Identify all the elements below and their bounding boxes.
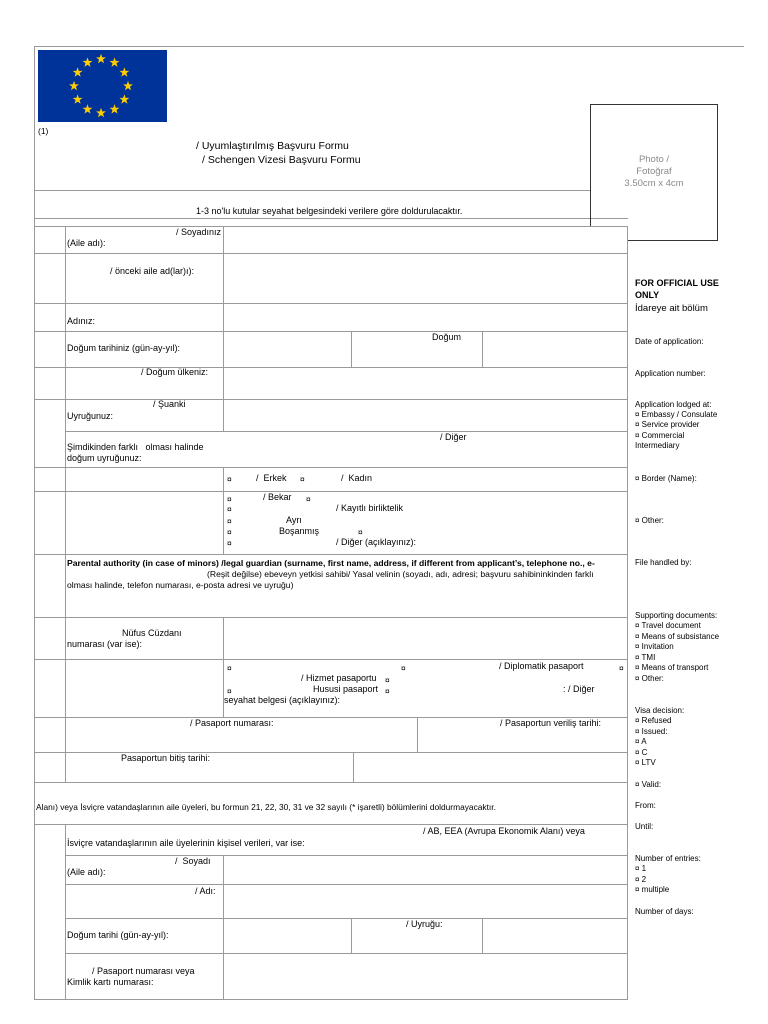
- sex-female-label: / Kadın: [341, 473, 373, 483]
- id-number-label: Nüfus Cüzdanı: [122, 628, 182, 638]
- photo-size: 3.50cm x 4cm: [624, 178, 684, 189]
- marital-separated-checkbox[interactable]: ¤: [227, 516, 232, 526]
- birth-place-label: Doğum: [432, 332, 462, 342]
- parental-authority-label-2: (Reşit değilse) ebeveyn yetkisi sahibi/ Yasal velinin (soyadı, adı, adresi; başvuru sahibininkinden farklı: [207, 569, 594, 579]
- row-number-cell: [34, 253, 66, 304]
- eu-passport-input[interactable]: [223, 953, 628, 1000]
- star-icon: [110, 57, 120, 66]
- row-number-cell: [34, 491, 66, 555]
- passport-expiry-label: Pasaportun bitiş tarihi:: [121, 753, 211, 763]
- eu-flag-logo: [38, 50, 167, 122]
- first-name-label: Adınız:: [67, 316, 96, 326]
- sup-other: ¤ Other:: [635, 674, 664, 683]
- vd-ltv: ¤ LTV: [635, 758, 656, 767]
- eu-note-top: [34, 782, 628, 783]
- eu-note-right: [627, 782, 628, 825]
- official-heading-1: FOR OFFICIAL USE: [635, 278, 719, 288]
- row-number-cell: [34, 617, 66, 660]
- nationality-label-2: Uyruğunuz:: [67, 411, 114, 421]
- marital-separated-label: Ayrı: [286, 515, 302, 525]
- eu-note-text: Alanı) veya İsviçre vatandaşlarının aile üyeleri, bu formun 21, 22, 30, 31 ve 32 sayılı (* işaretli) bölümlerini doldurmayacaktır.: [36, 802, 496, 812]
- nationality-birth-label: Şimdikinden farklı olması halinde: [67, 442, 204, 452]
- birth-date-label: Doğum tarihiniz (gün-ay-yıl):: [67, 343, 181, 353]
- entries-multiple: ¤ multiple: [635, 885, 670, 894]
- lodged-commercial: ¤ Commercial: [635, 431, 685, 440]
- first-name-input[interactable]: [223, 303, 628, 332]
- file-handled-by: File handled by:: [635, 558, 692, 567]
- passport-issue-label: / Pasaportun veriliş tarihi:: [500, 718, 602, 728]
- doc-diplomatic-label: / Diplomatik pasaport: [499, 661, 584, 671]
- star-icon: [119, 94, 129, 103]
- eu-surname-label-2: (Aile adı):: [67, 867, 106, 877]
- marital-other-checkbox[interactable]: ¤: [227, 538, 232, 548]
- marital-married-checkbox[interactable]: ¤: [306, 494, 311, 504]
- header-divider: [34, 190, 590, 191]
- lodged-at: Application lodged at:: [635, 400, 712, 409]
- doc-other-label: : / Diğer: [563, 684, 595, 694]
- star-icon: [110, 104, 120, 113]
- row-number-cell: [34, 399, 66, 468]
- doc-service-checkbox[interactable]: ¤: [385, 675, 390, 685]
- birth-country-input[interactable]: [223, 367, 628, 400]
- eu-nationality-input[interactable]: [482, 918, 628, 954]
- parental-authority-label-3: olması halinde, telefon numarası, e-posta adresi ve uyruğu): [67, 580, 294, 590]
- other-1: ¤ Other:: [635, 516, 664, 525]
- star-icon: [69, 81, 79, 90]
- photo-box: [590, 104, 718, 241]
- surname-input[interactable]: [223, 226, 628, 254]
- visa-decision: Visa decision:: [635, 706, 685, 715]
- id-number-label-2: numarası (var ise):: [67, 639, 143, 649]
- row-number-cell: [34, 659, 66, 718]
- sup-tmi: ¤ TMI: [635, 653, 656, 662]
- eu-passport-label: / Pasaport numarası veya: [92, 966, 195, 976]
- sup-transport: ¤ Means of transport: [635, 663, 709, 672]
- former-surname-label: / önceki aile ad(lar)ı):: [110, 266, 195, 276]
- top-border: [34, 46, 744, 47]
- row-number-cell: [34, 367, 66, 400]
- eu-family-label-2: İsviçre vatandaşlarının aile üyelerinin kişisel verileri, var ise:: [67, 838, 305, 848]
- star-icon: [96, 108, 106, 117]
- eu-birth-date-label: Doğum tarihi (gün-ay-yıl):: [67, 930, 169, 940]
- sup-invitation: ¤ Invitation: [635, 642, 674, 651]
- number-of-entries: Number of entries:: [635, 854, 701, 863]
- birth-place-label-cell: [351, 331, 483, 368]
- eu-first-name-input[interactable]: [223, 884, 628, 919]
- surname-label: / Soyadınız: [176, 227, 222, 237]
- marital-widowed-checkbox[interactable]: ¤: [358, 527, 363, 537]
- former-surname-label-cell: [65, 253, 224, 304]
- eu-surname-label: / Soyadı: [175, 856, 211, 866]
- birth-date-input[interactable]: [223, 331, 352, 368]
- marital-single-checkbox[interactable]: ¤: [227, 494, 232, 504]
- doc-collective-checkbox[interactable]: ¤: [401, 663, 406, 673]
- passport-expiry-input[interactable]: [353, 752, 628, 783]
- doc-special-checkbox[interactable]: ¤: [385, 686, 390, 696]
- eu-passport-label-2: Kimlik kartı numarası:: [67, 977, 154, 987]
- vd-issued: ¤ Issued:: [635, 727, 668, 736]
- sex-label-cell: [65, 467, 224, 492]
- marital-single-label: / Bekar: [263, 492, 292, 502]
- valid-from: From:: [635, 801, 656, 810]
- marital-registered-checkbox[interactable]: ¤: [227, 504, 232, 514]
- star-icon: [83, 57, 93, 66]
- supporting-documents: Supporting documents:: [635, 611, 718, 620]
- number-of-days: Number of days:: [635, 907, 694, 916]
- parental-authority-label: Parental authority (in case of minors) /legal guardian (surname, first name, address, if different from applicant’s, telephone no., e-: [67, 558, 595, 568]
- instruction-text: 1-3 no'lu kutular seyahat belgesindeki verilere göre doldurulacaktır.: [196, 206, 463, 216]
- sup-means: ¤ Means of subsistance: [635, 632, 720, 641]
- marital-label-cell: [65, 491, 224, 555]
- vd-c: ¤ C: [635, 748, 648, 757]
- form-title-2: / Schengen Vizesi Başvuru Formu: [202, 154, 361, 166]
- entries-1: ¤ 1: [635, 864, 647, 873]
- sex-male-label: / Erkek: [256, 473, 287, 483]
- marital-divorced-label: Boşanmış: [279, 526, 320, 536]
- row-number-cell: [34, 717, 66, 753]
- eu-first-name-label: / Adı:: [195, 886, 216, 896]
- row-number-cell: [34, 303, 66, 332]
- marital-divorced-checkbox[interactable]: ¤: [227, 527, 232, 537]
- official-heading-2: ONLY: [635, 290, 660, 300]
- entries-2: ¤ 2: [635, 875, 647, 884]
- sex-female-checkbox[interactable]: ¤: [300, 474, 305, 484]
- row-number-cell: [34, 331, 66, 368]
- star-icon: [83, 104, 93, 113]
- row-number-cell: [34, 752, 66, 783]
- valid-until: Until:: [635, 822, 654, 831]
- star-icon: [73, 67, 83, 76]
- marital-registered-label: / Kayıtlı birliktelik: [336, 503, 404, 513]
- eu-stars-icon: [38, 50, 167, 122]
- doc-ordinary-checkbox[interactable]: ¤: [227, 663, 232, 673]
- sex-male-checkbox[interactable]: ¤: [227, 474, 232, 484]
- application-number: Application number:: [635, 369, 706, 378]
- eu-nationality-label: / Uyruğu:: [406, 919, 443, 929]
- nationality-label: / Şuanki: [153, 399, 186, 409]
- passport-number-label: / Pasaport numarası:: [190, 718, 274, 728]
- date-of-application: Date of application:: [635, 337, 704, 346]
- nationality-other-label: / Diğer: [440, 432, 467, 442]
- star-icon: [96, 54, 106, 63]
- eu-family-label: / AB, EEA (Avrupa Ekonomik Alanı) veya: [423, 826, 585, 836]
- note-reference: (1): [38, 126, 49, 136]
- sup-travel: ¤ Travel document: [635, 621, 701, 630]
- surname-label-2: (Aile adı):: [67, 238, 106, 248]
- former-surname-input[interactable]: [223, 253, 628, 304]
- star-icon: [123, 81, 133, 90]
- vd-a: ¤ A: [635, 737, 647, 746]
- vd-refused: ¤ Refused: [635, 716, 672, 725]
- doc-diplomatic-checkbox[interactable]: ¤: [619, 663, 624, 673]
- birth-country-label: / Doğum ülkeniz:: [141, 367, 209, 377]
- lodged-embassy: ¤ Embassy / Consulate: [635, 410, 718, 419]
- nationality-birth-label-2: doğum uyruğunuz:: [67, 453, 142, 463]
- lodged-service: ¤ Service provider: [635, 420, 700, 429]
- instruction-divider: [34, 218, 628, 219]
- border-name: ¤ Border (Name):: [635, 474, 697, 483]
- form-title-1: / Uyumlaştırılmış Başvuru Formu: [196, 140, 349, 152]
- row-number-cell: [34, 824, 66, 1000]
- doc-service-label: / Hizmet pasaportu: [301, 673, 377, 683]
- marital-other-label: / Diğer (açıklayınız):: [336, 537, 417, 547]
- doc-type-label-cell: [65, 659, 224, 718]
- nationality-input[interactable]: [223, 399, 628, 432]
- official-heading-tr: İdareye ait bölüm: [635, 303, 708, 314]
- doc-other-label-2: seyahat belgesi (açıklayınız):: [224, 695, 341, 705]
- eu-surname-input[interactable]: [223, 855, 628, 885]
- photo-label-2: Fotoğraf: [636, 166, 672, 177]
- birth-place-input[interactable]: [482, 331, 628, 368]
- photo-label-1: Photo /: [638, 154, 670, 165]
- eu-birth-date-input[interactable]: [223, 918, 352, 954]
- lodged-intermediary: Intermediary: [635, 441, 680, 450]
- doc-special-label: Hususi pasaport: [313, 684, 379, 694]
- valid: ¤ Valid:: [635, 780, 662, 789]
- star-icon: [73, 94, 83, 103]
- row-number-cell: [34, 554, 66, 618]
- star-icon: [119, 67, 129, 76]
- row-number-cell: [34, 467, 66, 492]
- doc-official-checkbox[interactable]: ¤: [227, 686, 232, 696]
- id-number-input[interactable]: [223, 617, 628, 660]
- row-number-cell: [34, 226, 66, 254]
